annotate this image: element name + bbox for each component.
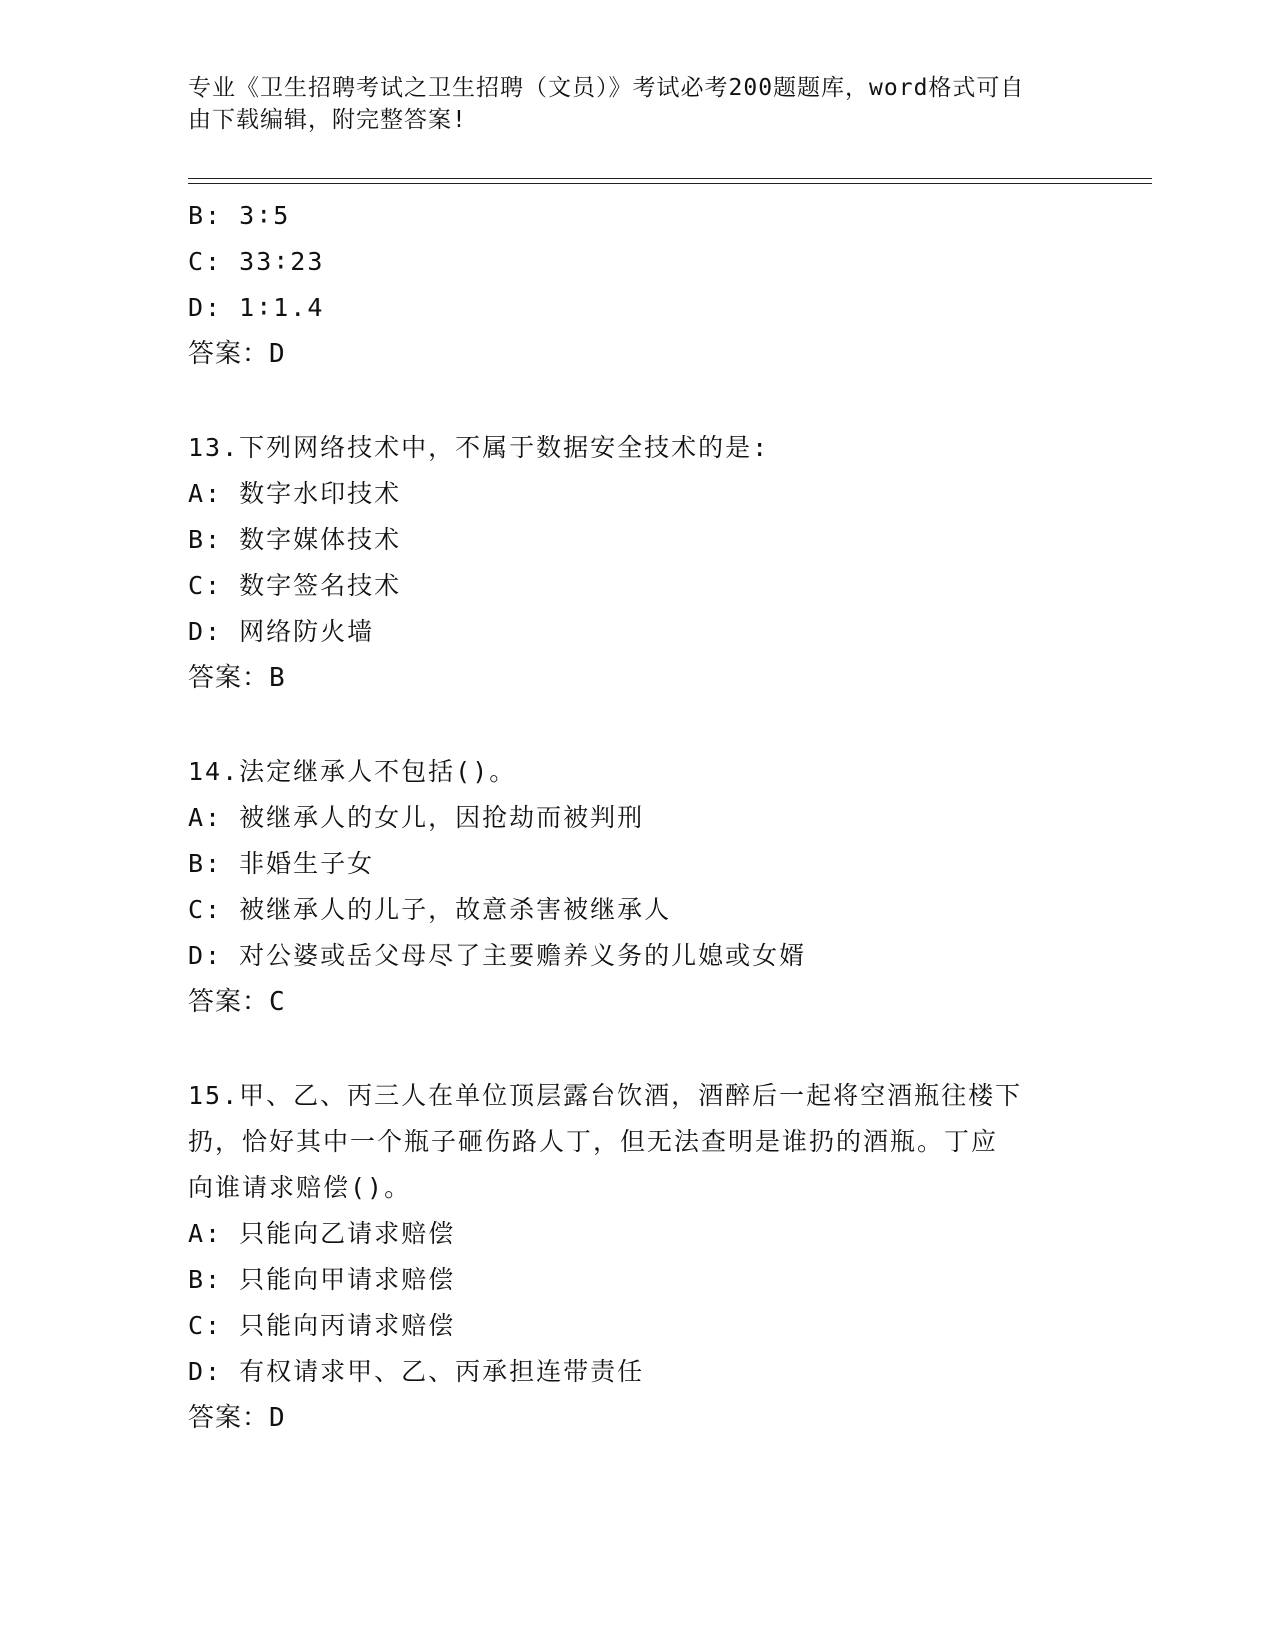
option-d: D: 网络防火墙 bbox=[188, 617, 375, 646]
option-d: D: 有权请求甲、乙、丙承担连带责任 bbox=[188, 1357, 645, 1386]
answer-line: 答案：D bbox=[188, 1403, 286, 1433]
option-c: C: 只能向丙请求赔偿 bbox=[188, 1311, 456, 1340]
answer-line: 答案：B bbox=[188, 663, 286, 693]
header-divider-top bbox=[188, 178, 1152, 179]
answer-line: 答案：D bbox=[188, 339, 286, 369]
question-14 bbox=[188, 749, 1088, 1025]
option-a: A: 数字水印技术 bbox=[188, 479, 402, 508]
option-b: B: 非婚生子女 bbox=[188, 849, 375, 878]
question-text: 14.法定继承人不包括()。 bbox=[188, 757, 517, 786]
question-15 bbox=[188, 1073, 1088, 1441]
question-text bbox=[188, 1073, 1088, 1211]
header-divider-bottom bbox=[188, 183, 1152, 184]
question-text: 13.下列网络技术中，不属于数据安全技术的是: bbox=[188, 433, 770, 462]
option-b: B: 3∶5 bbox=[188, 201, 291, 230]
option-d: D: 对公婆或岳父母尽了主要赡养义务的儿媳或女婿 bbox=[188, 941, 807, 970]
option-c: C: 33∶23 bbox=[188, 247, 325, 276]
option-c: C: 被继承人的儿子，故意杀害被继承人 bbox=[188, 895, 672, 924]
option-c: C: 数字签名技术 bbox=[188, 571, 402, 600]
option-b: B: 只能向甲请求赔偿 bbox=[188, 1265, 456, 1294]
option-a: A: 只能向乙请求赔偿 bbox=[188, 1219, 456, 1248]
question-list bbox=[188, 193, 1088, 1441]
question-12-continued bbox=[188, 193, 1088, 377]
question-text-line-1: 15.甲、乙、丙三人在单位顶层露台饮酒，酒醉后一起将空酒瓶往楼下 bbox=[188, 1081, 1023, 1110]
question-13 bbox=[188, 425, 1088, 701]
answer-line: 答案：C bbox=[188, 987, 286, 1017]
question-text-line-2: 扔，恰好其中一个瓶子砸伤路人丁，但无法查明是谁扔的酒瓶。丁应 bbox=[188, 1127, 999, 1156]
header-line-1: 专业《卫生招聘考试之卫生招聘（文员）》考试必考200题题库，word格式可自 bbox=[188, 75, 1025, 101]
option-d: D: 1∶1.4 bbox=[188, 293, 325, 322]
option-b: B: 数字媒体技术 bbox=[188, 525, 402, 554]
question-text-line-3: 向谁请求赔偿()。 bbox=[188, 1173, 412, 1202]
option-a: A: 被继承人的女儿，因抢劫而被判刑 bbox=[188, 803, 645, 832]
header-line-2: 由下载编辑，附完整答案! bbox=[188, 107, 467, 133]
document-header bbox=[188, 72, 1068, 136]
